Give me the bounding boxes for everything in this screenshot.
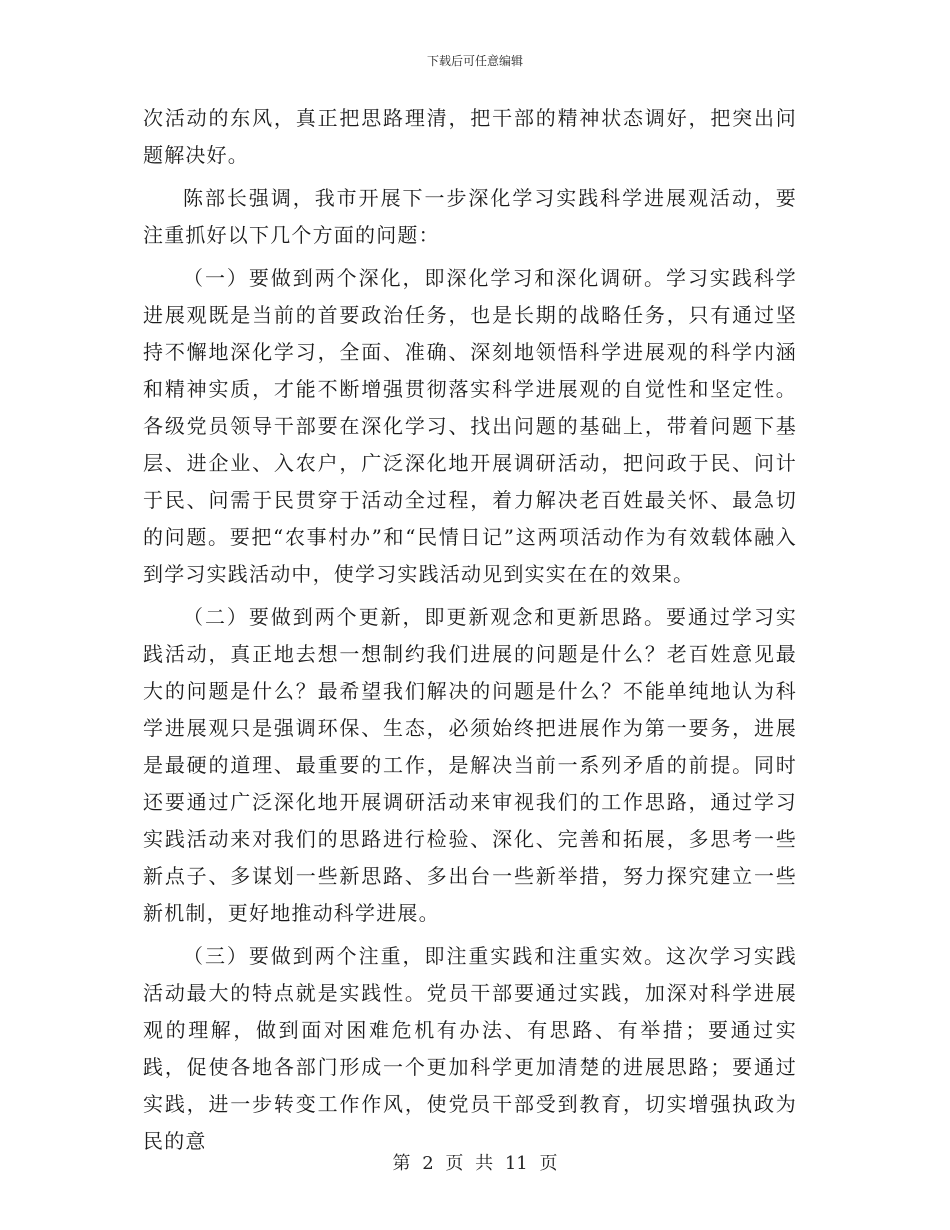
- paragraph-section-one: （一）要做到两个深化，即深化学习和深化调研。学习实践科学进展观既是当前的首要政治任务，也是长期的战略任务，只有通过坚持不懈地深化学习，全面、准确、深刻地领悟科学进展观的科学内涵和精神实质，才能不断增强贯彻落实科学进展观的自觉性和坚定性。各级党员领导干部要在深化学习、找出问题的基础上，带着问题下基层、进企业、入农户，广泛深化地开展调研活动，把问政于民、问计于民、问需于民贯穿于活动全过程，着力解决老百姓最关怀、最急切的问题。要把“农事村办”和“民情日记”这两项活动作为有效载体融入到学习实践活动中，使学习实践活动见到实实在在的效果。: [143, 266, 797, 586]
- paragraph-intro: 陈部长强调，我市开展下一步深化学习实践科学进展观活动，要注重抓好以下几个方面的问题：: [143, 186, 797, 247]
- document-body: [143, 100, 797, 1166]
- paragraph-section-two: （二）要做到两个更新，即更新观念和更新思路。要通过学习实践活动，真正地去想一想制约我们进展的问题是什么？老百姓意见最大的问题是什么？最希望我们解决的问题是什么？不能单纯地认为科学进展观只是强调环保、生态，必须始终把进展作为第一要务，进展是最硬的道理、最重要的工作，是解决当前一系列矛盾的前提。同时还要通过广泛深化地开展调研活动来审视我们的工作思路，通过学习实践活动来对我们的思路进行检验、深化、完善和拓展，多思考一些新点子、多谋划一些新思路、多出台一些新举措，努力探究建立一些新机制，更好地推动科学进展。: [143, 605, 797, 925]
- page-number-footer: 第 2 页 共 11 页: [392, 1153, 558, 1174]
- paragraph-section-three: （三）要做到两个注重，即注重实践和注重实效。这次学习实践活动最大的特点就是实践性。党员干部要通过实践，加深对科学进展观的理解，做到面对困难危机有办法、有思路、有举措；要通过实践，促使各地各部门形成一个更加科学更加清楚的进展思路；要通过实践，进一步转变工作作风，使党员干部受到教育，切实增强执政为民的意: [143, 944, 797, 1153]
- page-header-note: 下载后可任意编辑: [426, 54, 523, 68]
- paragraph-continuation: 次活动的东风，真正把思路理清，把干部的精神状态调好，把突出问题解决好。: [143, 106, 797, 167]
